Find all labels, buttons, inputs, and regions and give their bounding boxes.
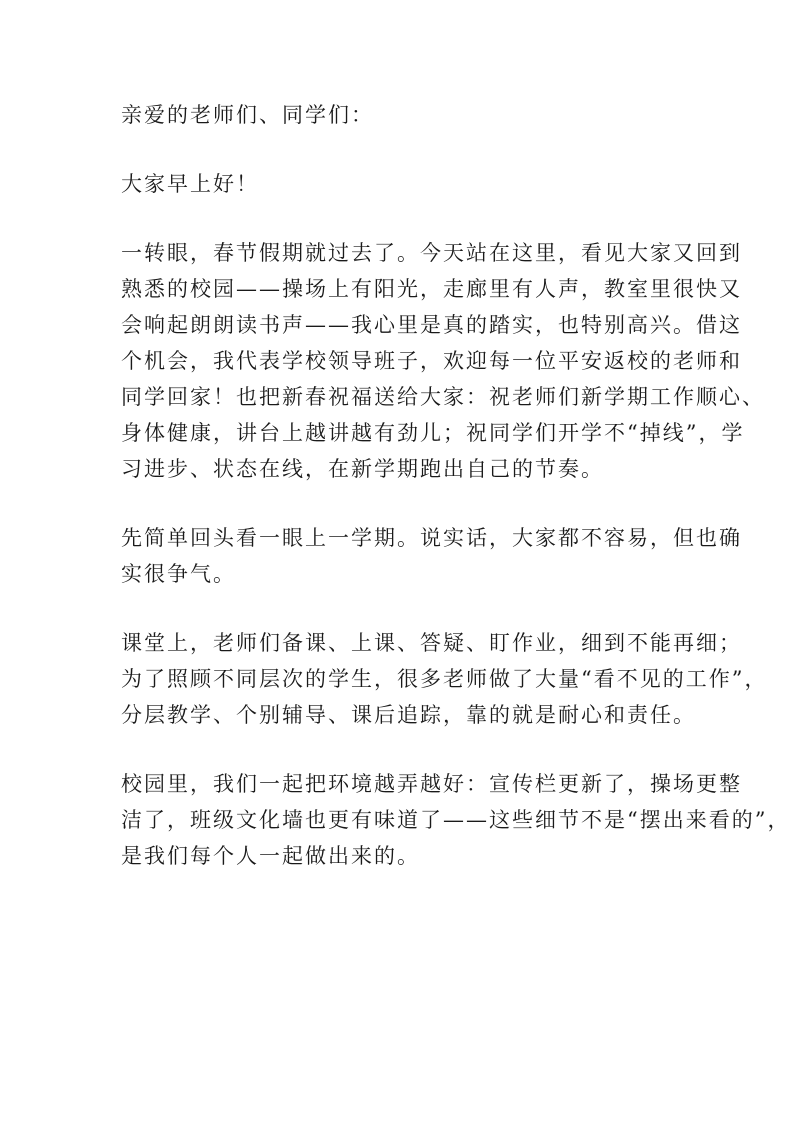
text-line: 同学回家！也把新春祝福送给大家：祝老师们新学期工作顺心、: [121, 385, 765, 409]
text-line: 大家早上好！: [121, 172, 259, 196]
text-line: 分层教学、个别辅导、课后追踪，靠的就是耐心和责任。: [121, 703, 696, 727]
paragraph: [121, 766, 791, 874]
text-line: 实很争气。: [121, 562, 236, 586]
text-line: 习进步、状态在线，在新学期跑出自己的节奏。: [121, 457, 604, 481]
text-line: 课堂上，老师们备课、上课、答疑、盯作业，细到不能再细；: [121, 631, 742, 655]
text-line: 熟悉的校园——操场上有阳光，走廊里有人声，教室里很快又: [121, 277, 742, 301]
text-line: 洁了，班级文化墙也更有味道了——这些细节不是“摆出来看的”，: [121, 808, 791, 832]
text-line: 一转眼，春节假期就过去了。今天站在这里，看见大家又回到: [121, 241, 742, 265]
paragraph: [121, 97, 667, 133]
text-line: 会响起朗朗读书声——我心里是真的踏实，也特别高兴。借这: [121, 313, 742, 337]
paragraph: [121, 166, 667, 202]
text-line: 校园里，我们一起把环境越弄越好：宣传栏更新了，操场更整: [121, 772, 742, 796]
document-page: [121, 97, 791, 907]
paragraph: [121, 520, 742, 592]
paragraph: [121, 625, 768, 733]
text-line: 先简单回头看一眼上一学期。说实话，大家都不容易，但也确: [121, 526, 742, 550]
text-line: 为了照顾不同层次的学生，很多老师做了大量“看不见的工作”，: [121, 667, 768, 691]
text-line: 亲爱的老师们、同学们：: [121, 103, 374, 127]
paragraph: [121, 235, 765, 487]
text-line: 身体健康，讲台上越讲越有劲儿；祝同学们开学不“掉线”，学: [121, 421, 745, 445]
text-line: 个机会，我代表学校领导班子，欢迎每一位平安返校的老师和: [121, 349, 742, 373]
text-line: 是我们每个人一起做出来的。: [121, 844, 420, 868]
